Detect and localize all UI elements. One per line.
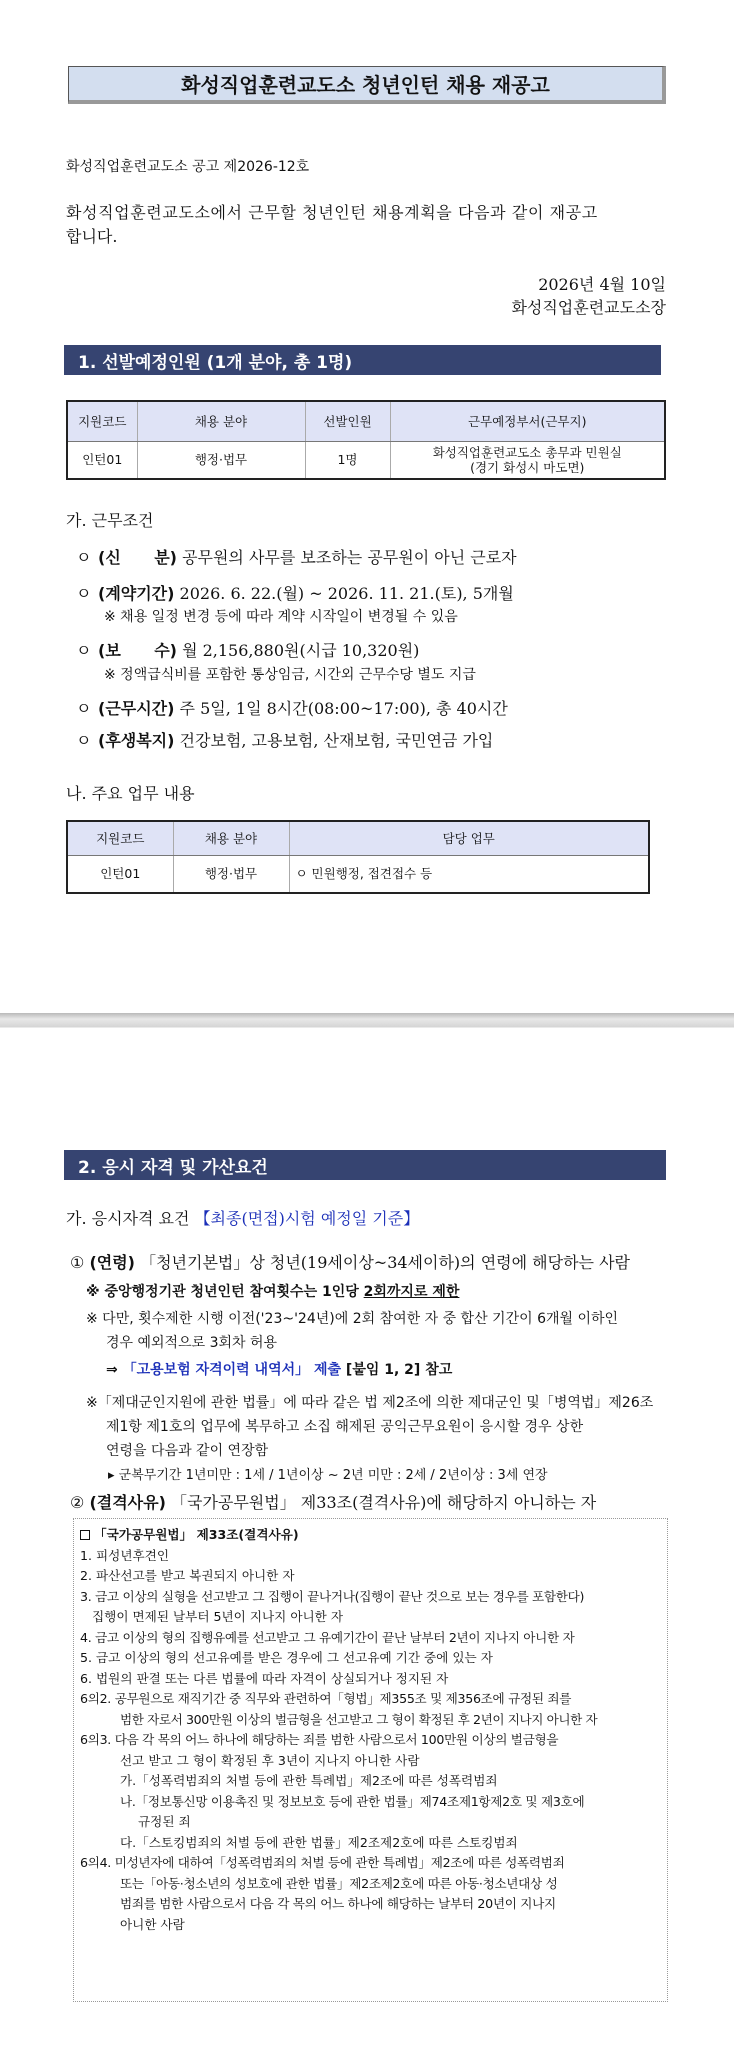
law-line: 3. 금고 이상의 실형을 선고받고 그 집행이 끝나거나(집행이 끝난 것으로 보는 경우를 포함한다) — [80, 1588, 585, 1604]
law-line: 1. 피성년후견인 — [80, 1547, 170, 1563]
age-note-exception-1: ※ 다만, 횟수제한 시행 이전('23~'24년)에 2회 참여한 자 중 합산 기간이 6개월 이하인 — [86, 1311, 619, 1327]
age-note-veteran-2: 제1항 제1호의 업무에 복무하고 소집 해제된 공익근무요원이 응시할 경우 상한 — [106, 1419, 584, 1435]
cell-count: 1명 — [305, 441, 390, 479]
intro-line-1: 화성직업훈련교도소에서 근무할 청년인턴 채용계획을 다음과 같이 재공고 — [66, 203, 598, 222]
eligibility-basis-highlight: 【최종(면접)시험 예정일 기준】 — [194, 1209, 420, 1228]
section-1-header: 1. 선발예정인원 (1개 분야, 총 1명) — [64, 345, 661, 375]
salary-note: ※ 정액급식비를 포함한 통상임금, 시간외 근무수당 별도 지급 — [104, 667, 476, 683]
section-2-header: 2. 응시 자격 및 가산요건 — [64, 1150, 666, 1180]
law-line: 6. 법원의 판결 또는 다른 법률에 따라 자격이 상실되거나 정지된 자 — [80, 1670, 449, 1686]
condition-status: ㅇ (신 분) 공무원의 사무를 보조하는 공무원이 아닌 근로자 — [76, 548, 517, 567]
page-separator — [0, 1005, 734, 1035]
law-line: 6의2. 공무원으로 재직기간 중 직무와 관련하여「형법」제355조 및 제356조에 규정된 죄를 — [80, 1691, 572, 1706]
col-header-field: 채용 분야 — [137, 401, 305, 441]
condition-work-hours: ㅇ (근무시간) 주 5일, 1일 8시간(08:00~17:00), 총 40시간 — [76, 699, 508, 718]
notice-date: 2026년 4월 10일 — [538, 275, 666, 294]
col-header-code: 지원코드 — [67, 821, 173, 855]
law-line: 6의3. 다음 각 목의 어느 하나에 해당하는 죄를 범한 사람으로서 100만원 이상의 벌금형을 — [80, 1732, 559, 1747]
law-line: 집행이 면제된 날부터 5년이 지나지 아니한 자 — [92, 1609, 344, 1624]
cell-code: 인턴01 — [67, 441, 137, 479]
law-article-box — [73, 1518, 668, 2002]
law-line: 규정된 죄 — [138, 1814, 191, 1829]
cell-field: 행정·법무 — [173, 855, 289, 893]
law-line: 선고 받고 그 형이 확정된 후 3년이 지나지 아니한 사람 — [120, 1752, 420, 1768]
age-note-limit: ※ 중앙행정기관 청년인턴 참여횟수는 1인당 2회까지로 제한 — [86, 1284, 460, 1300]
law-line: 2. 파산선고를 받고 복권되지 아니한 자 — [80, 1568, 295, 1583]
table-row — [67, 441, 665, 479]
law-line: 또는「아동·청소년의 성보호에 관한 법률」제2조제2호에 따른 아동·청소년대상 성 — [120, 1875, 558, 1891]
law-line: 6의4. 미성년자에 대하여「성폭력범죄의 처벌 등에 관한 특례법」제2조에 따른 성폭력범죄 — [80, 1855, 565, 1870]
age-note-exception-2: 경우 예외적으로 3회차 허용 — [106, 1335, 278, 1351]
subheading-work-conditions: 가. 근무조건 — [66, 511, 154, 530]
col-header-field: 채용 분야 — [173, 821, 289, 855]
age-note-document: ⇒ 「고용보험 자격이력 내역서」 제출 [붙임 1, 2] 참고 — [106, 1362, 453, 1378]
eligibility-age: ① (연령) 「청년기본법」상 청년(19세이상~34세이하)의 연령에 해당하는 사람 — [70, 1253, 630, 1272]
selection-table — [66, 400, 666, 480]
dept-line-1: 화성직업훈련교도소 총무과 민원실 — [432, 444, 622, 460]
intro-line-2: 합니다. — [66, 227, 118, 246]
dept-line-2: (경기 화성시 마도면) — [470, 459, 585, 475]
cell-field: 행정·법무 — [137, 441, 305, 479]
notice-issuer: 화성직업훈련교도소장 — [511, 298, 666, 317]
subheading-eligibility: 가. 응시자격 요건 【최종(면접)시험 예정일 기준】 — [66, 1209, 420, 1228]
law-line: 범한 자로서 300만원 이상의 벌금형을 선고받고 그 형이 확정된 후 2년이 지나지 아니한 자 — [120, 1711, 598, 1727]
law-line: 4. 금고 이상의 형의 집행유예를 선고받고 그 유예기간이 끝난 날부터 2년이 지나지 아니한 자 — [80, 1629, 575, 1645]
col-header-code: 지원코드 — [67, 401, 137, 441]
age-note-veteran-1: ※「제대군인지원에 관한 법률」에 따라 같은 법 제2조에 의한 제대군인 및「병역법」제26조 — [86, 1395, 654, 1411]
cell-dept — [390, 441, 665, 479]
eligibility-disqualification: ② (결격사유) 「국가공무원법」 제33조(결격사유)에 해당하지 아니하는 자 — [70, 1493, 597, 1512]
law-box-heading: 「국가공무원법」 제33조(결격사유) — [80, 1525, 661, 1546]
law-line: 가.「성폭력범죄의 처벌 등에 관한 특례법」제2조에 따른 성폭력범죄 — [120, 1773, 498, 1788]
condition-welfare: ㅇ (후생복지) 건강보험, 고용보험, 산재보험, 국민연금 가입 — [76, 731, 494, 750]
cell-duty: ㅇ 민원행정, 접견접수 등 — [289, 855, 649, 893]
contract-note: ※ 채용 일정 변경 등에 따라 계약 시작일이 변경될 수 있음 — [104, 609, 458, 625]
document-page-1 — [0, 0, 734, 1005]
subheading-main-duties: 나. 주요 업무 내용 — [66, 784, 195, 803]
condition-salary: ㅇ (보 수) 월 2,156,880원(시급 10,320원) — [76, 641, 420, 660]
cell-code: 인턴01 — [67, 855, 173, 893]
notice-number: 화성직업훈련교도소 공고 제2026-12호 — [66, 159, 310, 175]
law-line: 다.「스토킹범죄의 처벌 등에 관한 법률」제2조제2호에 따른 스토킹범죄 — [120, 1834, 518, 1850]
table-row — [67, 855, 649, 893]
law-line: 5. 금고 이상의 형의 선고유예를 받은 경우에 그 선고유예 기간 중에 있는 자 — [80, 1650, 493, 1665]
checkbox-square-icon — [80, 1530, 90, 1540]
law-line: 범죄를 범한 사람으로서 다음 각 목의 어느 하나에 해당하는 날부터 20년이 지나지 — [120, 1896, 556, 1911]
law-line: 나.「정보통신망 이용촉진 및 정보보호 등에 관한 법률」제74조제1항제2호 및 제3호에 — [120, 1793, 585, 1809]
age-note-veteran-4: ▸ 군복무기간 1년미만 : 1세 / 1년이상 ~ 2년 미만 : 2세 / 2년이상 : 3세 연장 — [108, 1468, 548, 1483]
col-header-duty: 담당 업무 — [289, 821, 649, 855]
condition-contract-period: ㅇ (계약기간) 2026. 6. 22.(월) ~ 2026. 11. 21.(토), 5개월 — [76, 584, 514, 603]
duties-table — [66, 820, 650, 894]
law-line: 아니한 사람 — [120, 1916, 185, 1932]
document-title: 화성직업훈련교도소 청년인턴 채용 재공고 — [68, 66, 666, 104]
col-header-dept: 근무예정부서(근무지) — [390, 401, 665, 441]
age-note-veteran-3: 연령을 다음과 같이 연장함 — [106, 1443, 269, 1459]
col-header-count: 선발인원 — [305, 401, 390, 441]
